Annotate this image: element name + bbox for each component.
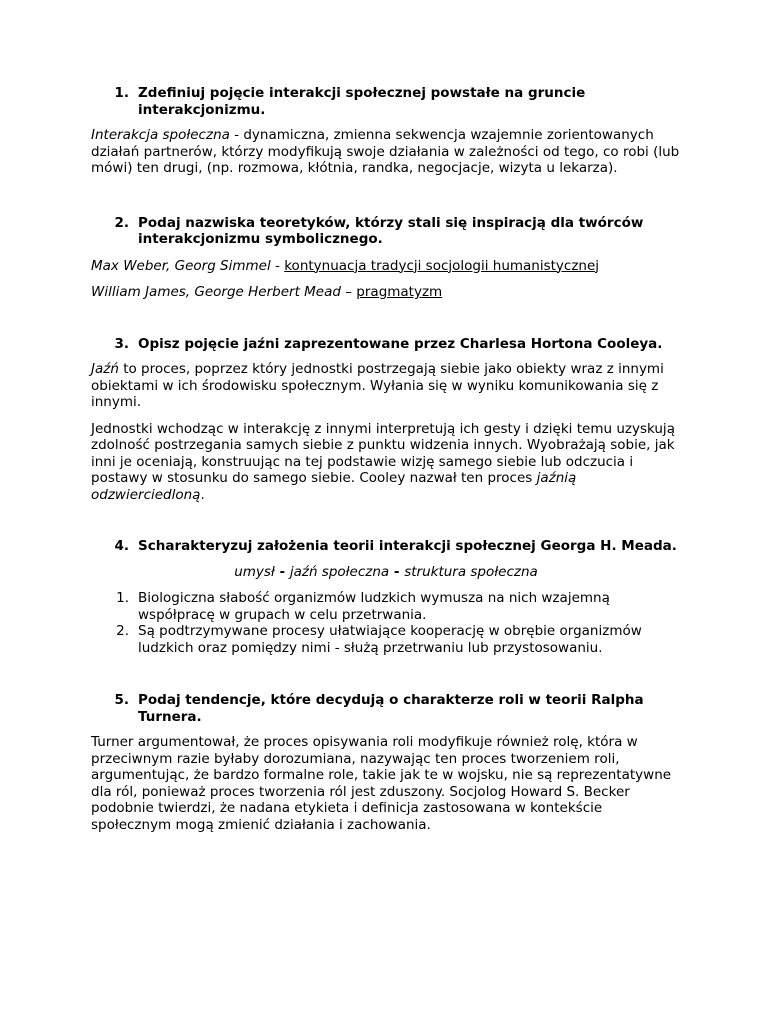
question-1	[91, 85, 681, 118]
triad-mind: umysł	[234, 563, 275, 580]
question-2-text: Podaj nazwiska teoretyków, którzy stali się inspiracją dla twórców interakcjonizmu symbolicznego.	[138, 214, 644, 247]
triad-sep-1: -	[274, 563, 290, 580]
list-item-text: Biologiczna słabość organizmów ludzkich wymusza na nich wzajemną współpracę w grupach w celu przetrwania.	[138, 590, 610, 623]
question-4	[91, 538, 681, 555]
list-item	[91, 623, 681, 656]
mead-triad	[91, 564, 681, 581]
question-1-number: 1.	[114, 85, 129, 101]
question-4-number: 4.	[114, 538, 129, 554]
answer-3-paragraph-1	[91, 361, 681, 411]
document-page	[91, 85, 681, 833]
answer-3-term: Jaźń	[91, 361, 119, 377]
answer-2-line-2-topic: pragmatyzm	[356, 284, 443, 300]
question-5-text: Podaj tendencje, które decydują o charakterze roli w teorii Ralpha Turnera.	[138, 692, 644, 725]
answer-1-text: - dynamiczna, zmienna sekwencja wzajemnie zorientowanych działań partnerów, którzy modyfikują swoje działania w zależności od tego, co robi (lub mówi) ten drugi, (np. rozmowa, kłótnia, randka, negocjacje, wizyta u lekarza).	[91, 127, 680, 176]
answer-2-line-1-sep: -	[270, 257, 285, 274]
triad-social-structure: struktura społeczna	[404, 563, 538, 580]
answer-3-paragraph-2	[91, 421, 681, 504]
answer-2-line-2-names: William James, George Herbert Mead	[91, 284, 341, 300]
question-2	[91, 215, 681, 248]
answer-3-p2-term: jaźnią odzwierciedloną	[91, 470, 577, 503]
question-2-number: 2.	[114, 214, 129, 231]
list-item	[91, 590, 681, 623]
question-5	[91, 692, 681, 725]
question-1-text: Zdefiniuj pojęcie interakcji społecznej powstałe na gruncie interakcjonizmu.	[138, 85, 586, 118]
list-item-number: 2.	[116, 623, 129, 639]
answer-3-p2-text: Jednostki wchodząc w interakcję z innymi interpretują ich gesty i dzięki temu uzyskują zdolność postrzegania samych siebie z punktu widzenia innych. Wyobrażają sobie, jak inni je oceniają, konstruując na tej podstawie wizję samego siebie lub odczucia i postawy w stosunku do samego siebie. Cooley nazwał ten proces	[91, 420, 675, 486]
answer-1-term: Interakcja społeczna	[91, 127, 230, 143]
triad-sep-2: -	[389, 563, 405, 580]
answer-2-line-1-names: Max Weber, Georg Simmel	[91, 257, 271, 274]
question-3-number: 3.	[114, 335, 129, 352]
question-5-number: 5.	[114, 692, 129, 708]
list-item-text: Są podtrzymywane procesy ułatwiające kooperację w obrębie organizmów ludzkich oraz pomiędzy nimi - służą przetrwaniu lub przystosowaniu.	[138, 623, 642, 656]
answer-3-p2-end: .	[200, 486, 205, 503]
answer-2-line-2-sep: –	[340, 284, 357, 300]
answer-2-line-1	[91, 258, 681, 275]
question-3-text: Opisz pojęcie jaźni zaprezentowane przez Charlesa Hortona Cooleya.	[138, 335, 663, 352]
answer-1	[91, 127, 681, 177]
list-item-number: 1.	[116, 590, 129, 606]
answer-2-line-2	[91, 284, 681, 301]
answer-2-line-1-topic: kontynuacja tradycji socjologii humanistycznej	[284, 257, 600, 274]
triad-social-self: jaźń społeczna	[289, 563, 390, 580]
answer-5: Turner argumentował, że proces opisywania roli modyfikuje również rolę, która w przeciwnym razie byłaby dorozumiana, nazywając ten proces tworzeniem roli, argumentując, że bardzo formalne role, takie jak te w wojsku, nie są reprezentatywne dla ról, ponieważ proces tworzenia ról jest zduszony. Socjolog Howard S. Becker podobnie twierdzi, że nadana etykieta i definicja zastosowana w kontekście społecznym mogą zmienić działania i zachowania.	[91, 734, 672, 833]
question-3	[91, 336, 681, 353]
question-4-text: Scharakteryzuj założenia teorii interakcji społecznej Georga H. Meada.	[138, 538, 677, 554]
answer-3-p1-text: to proces, poprzez który jednostki postrzegają siebie jako obiekty wraz z innymi obiektami w ich środowisku społecznym. Wyłania się w wyniku komunikowania się z innymi.	[91, 361, 664, 410]
